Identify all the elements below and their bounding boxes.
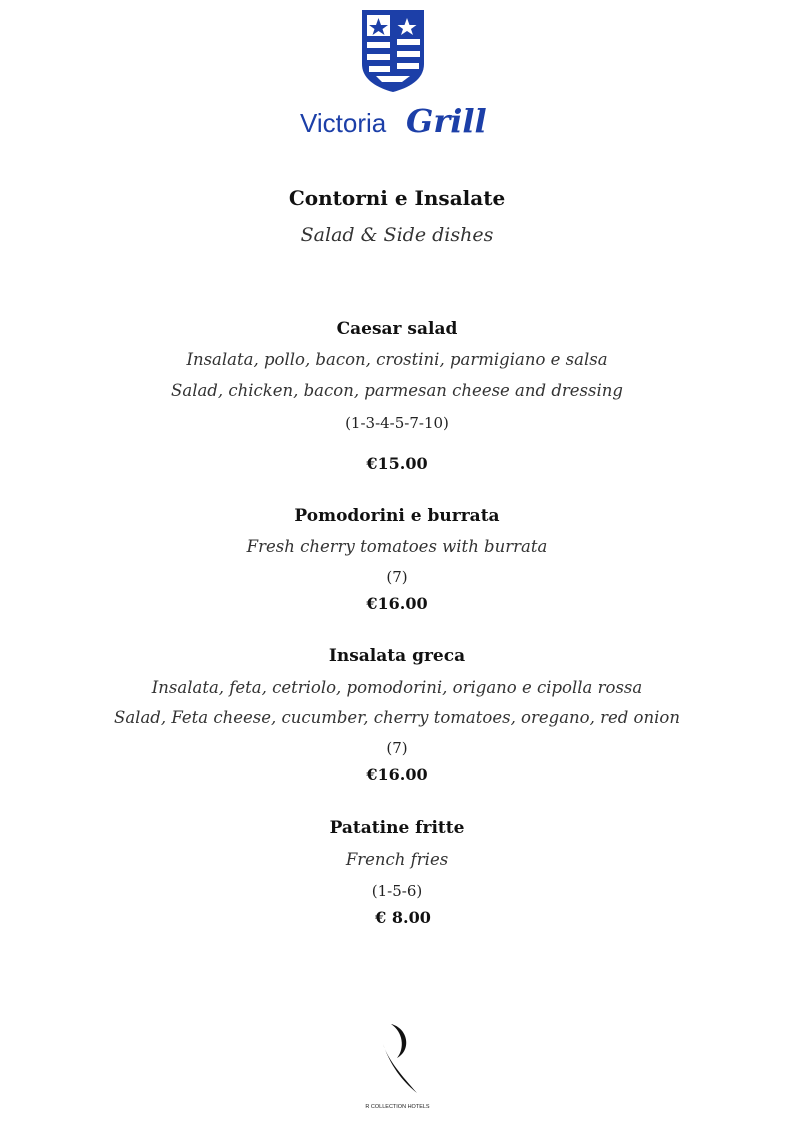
item-name: Insalata greca: [328, 646, 466, 666]
victoria-grill-logo: [296, 6, 496, 141]
svg-text:Grill: Grill: [406, 102, 487, 140]
item-price: €15.00: [366, 454, 428, 473]
page-subtitle: Salad & Side dishes: [300, 224, 494, 246]
r-collection-hotels-logo: [350, 1020, 445, 1115]
item-desc-en: Salad, chicken, bacon, parmesan cheese and dressing: [171, 381, 623, 400]
item-price: €16.00: [366, 765, 428, 784]
r-monogram-icon: [350, 1020, 445, 1115]
item-name: Pomodorini e burrata: [294, 506, 500, 526]
item-desc-en: French fries: [345, 850, 449, 869]
item-desc-en: Salad, Feta cheese, cucumber, cherry tomatoes, oregano, red onion: [114, 708, 680, 727]
item-name: Patatine fritte: [329, 818, 465, 838]
item-desc-it: Insalata, feta, cetriolo, pomodorini, origano e cipolla rossa: [151, 678, 643, 697]
item-name: Caesar salad: [336, 319, 458, 339]
item-desc-it: Insalata, pollo, bacon, crostini, parmigiano e salsa: [186, 350, 608, 369]
item-price: €16.00: [366, 594, 428, 613]
svg-text:R COLLECTION HOTELS: R COLLECTION HOTELS: [365, 1104, 430, 1110]
item-allergens: (1-5-6): [371, 882, 423, 900]
item-desc-en: Fresh cherry tomatoes with burrata: [246, 537, 548, 556]
shield-icon: [296, 6, 496, 141]
item-price: € 8.00: [375, 908, 431, 927]
page-title: Contorni e Insalate: [288, 186, 506, 210]
item-allergens: (1-3-4-5-7-10): [345, 414, 449, 432]
item-allergens: (7): [386, 739, 408, 757]
svg-text:Victoria: Victoria: [300, 108, 387, 138]
item-allergens: (7): [386, 568, 408, 586]
